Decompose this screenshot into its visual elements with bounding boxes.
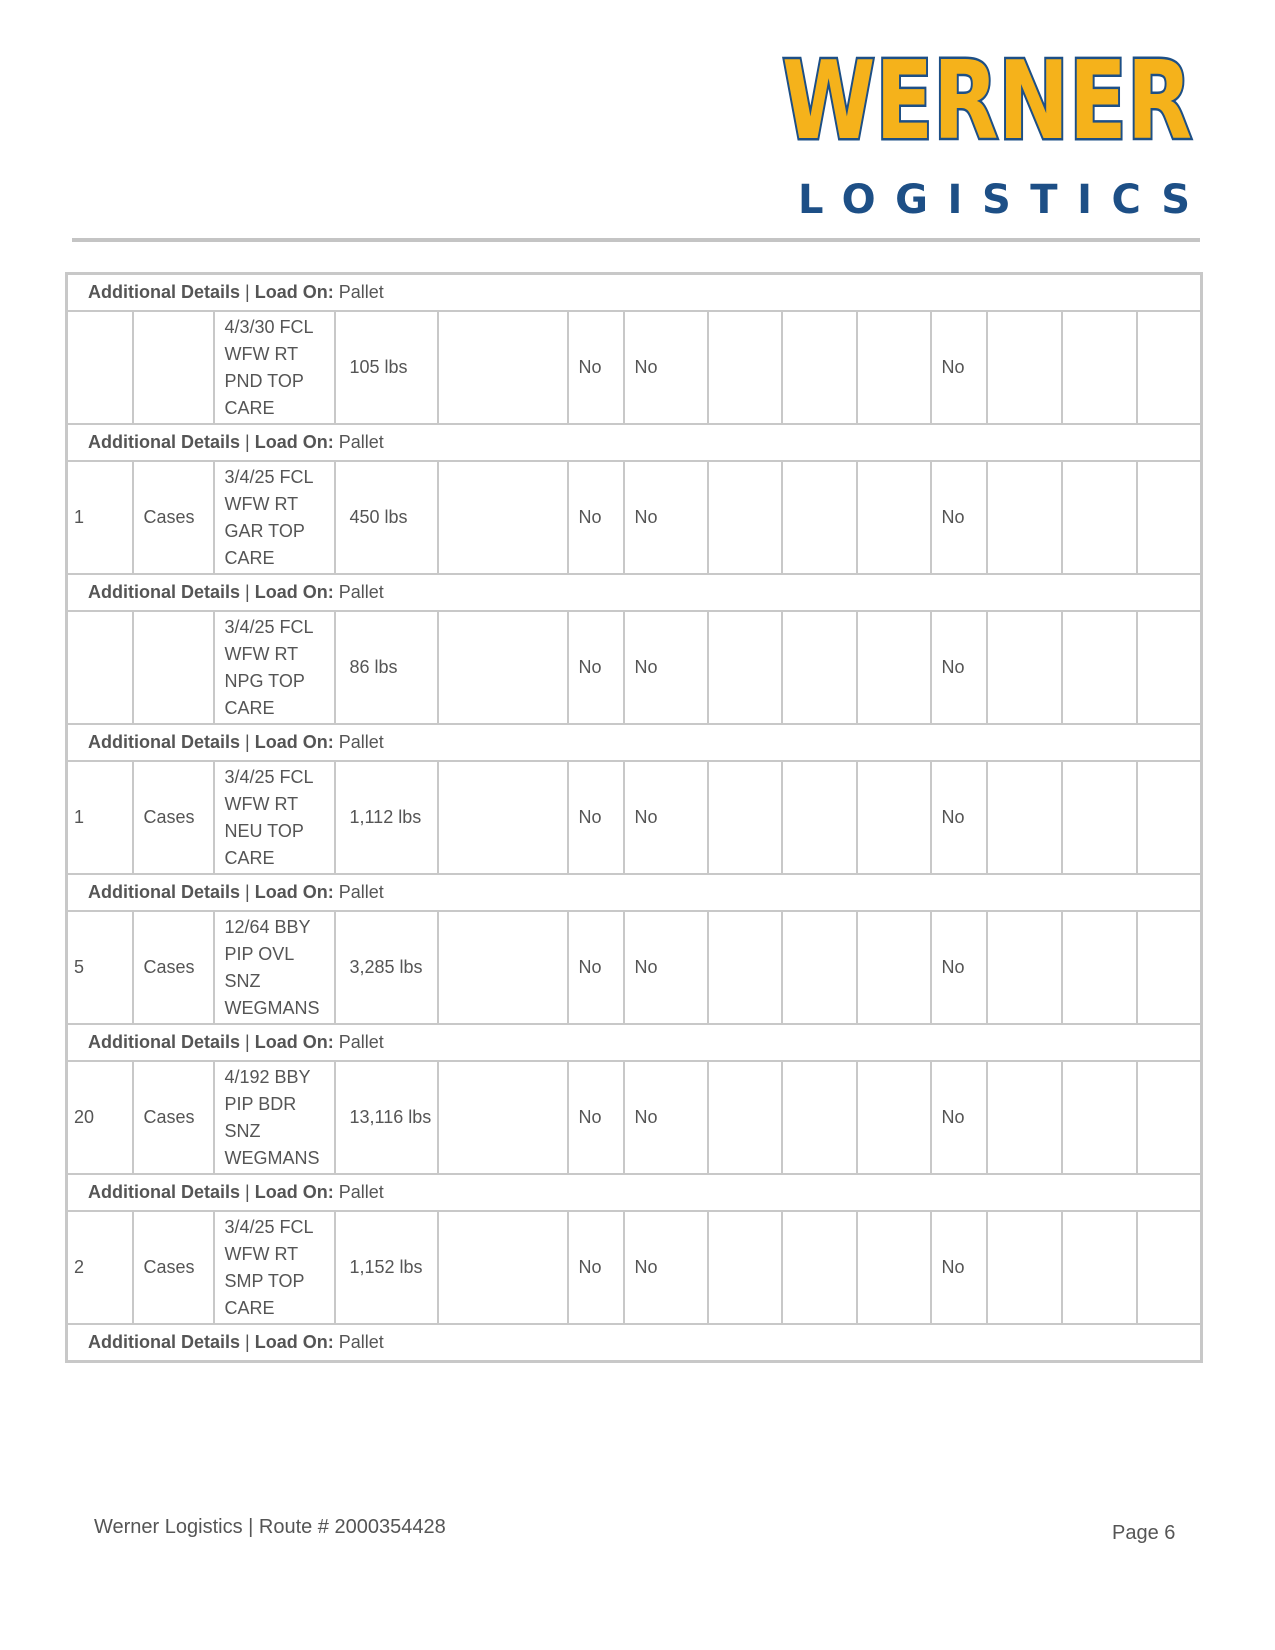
empty-cell [1062, 1061, 1137, 1174]
description-line: NPG TOP [224, 670, 305, 691]
item-flag-c: No [931, 1061, 987, 1174]
empty-cell [708, 311, 782, 424]
load-on-value: Pallet [338, 1332, 384, 1352]
item-unit [133, 311, 214, 424]
empty-cell [782, 611, 857, 724]
description-line: 4/3/30 FCL [224, 316, 314, 337]
item-quantity: 2 [67, 1211, 133, 1324]
item-row [67, 1061, 1202, 1174]
empty-cell [987, 1061, 1062, 1174]
item-row [67, 1211, 1202, 1324]
item-weight-value: 3,285 lbs [349, 957, 423, 977]
description-line: CARE [224, 697, 275, 718]
item-flag-a: No [568, 311, 624, 424]
additional-details-cell [67, 1024, 1202, 1061]
item-row [67, 461, 1202, 574]
details-separator: | [245, 1032, 250, 1052]
item-quantity: 1 [67, 761, 133, 874]
load-on-label: Load On: [254, 1182, 334, 1202]
empty-cell [857, 461, 931, 574]
empty-cell [438, 911, 568, 1024]
description-line: CARE [224, 847, 275, 868]
empty-cell [1062, 461, 1137, 574]
empty-cell [1137, 761, 1202, 874]
item-flag-c: No [931, 911, 987, 1024]
empty-cell [1137, 1211, 1202, 1324]
item-weight-value: 1,112 lbs [349, 807, 422, 827]
empty-cell [782, 1061, 857, 1174]
item-quantity [67, 311, 133, 424]
item-unit [133, 611, 214, 724]
item-flag-a: No [568, 611, 624, 724]
empty-cell [1137, 311, 1202, 424]
description-line: WEGMANS [224, 997, 320, 1018]
additional-details-label: Additional Details [88, 882, 241, 902]
empty-cell [987, 611, 1062, 724]
item-flag-b: No [624, 761, 708, 874]
empty-cell [1062, 1211, 1137, 1324]
item-weight-value: 86 lbs [349, 657, 398, 677]
empty-cell [782, 461, 857, 574]
description-line: 3/4/25 FCL [224, 616, 314, 637]
details-separator: | [245, 582, 250, 602]
load-on-label: Load On: [254, 1032, 334, 1052]
item-description [214, 761, 335, 874]
load-on-value: Pallet [338, 882, 384, 902]
empty-cell [987, 311, 1062, 424]
description-line: PND TOP [224, 370, 304, 391]
additional-details-row [67, 1024, 1202, 1061]
logo-word: WERNER [782, 39, 1192, 164]
item-flag-c: No [931, 761, 987, 874]
empty-cell [782, 311, 857, 424]
additional-details-row [67, 874, 1202, 911]
additional-details-label: Additional Details [88, 582, 241, 602]
description-line: PIP OVL [224, 943, 295, 964]
logo-sub: LOGISTICS [798, 177, 1190, 223]
load-on-label: Load On: [254, 1332, 334, 1352]
empty-cell [1137, 911, 1202, 1024]
additional-details-label: Additional Details [88, 432, 241, 452]
description-line: 3/4/25 FCL [224, 766, 314, 787]
item-quantity: 20 [67, 1061, 133, 1174]
item-flag-a: No [568, 911, 624, 1024]
empty-cell [987, 1211, 1062, 1324]
item-flag-c: No [931, 1211, 987, 1324]
item-weight-value: 13,116 lbs [349, 1107, 432, 1127]
empty-cell [1062, 911, 1137, 1024]
details-separator: | [245, 882, 250, 902]
item-flag-b: No [624, 1061, 708, 1174]
item-unit: Cases [133, 1211, 214, 1324]
item-weight-value: 450 lbs [349, 507, 408, 527]
empty-cell [1062, 611, 1137, 724]
additional-details-label: Additional Details [88, 1332, 241, 1352]
empty-cell [782, 911, 857, 1024]
item-weight [335, 1211, 438, 1324]
description-line: WFW RT [224, 1243, 299, 1264]
item-description [214, 1211, 335, 1324]
empty-cell [438, 461, 568, 574]
additional-details-row [67, 424, 1202, 461]
footer-page-number: Page 6 [1112, 1522, 1176, 1544]
description-line: WFW RT [224, 793, 299, 814]
empty-cell [438, 1061, 568, 1174]
empty-cell [857, 1211, 931, 1324]
item-flag-a: No [568, 461, 624, 574]
empty-cell [438, 1211, 568, 1324]
item-weight [335, 761, 438, 874]
item-weight [335, 611, 438, 724]
load-on-label: Load On: [254, 432, 334, 452]
additional-details-row [67, 724, 1202, 761]
empty-cell [708, 1061, 782, 1174]
item-flag-c: No [931, 311, 987, 424]
item-description [214, 911, 335, 1024]
additional-details-cell [67, 874, 1202, 911]
additional-details-row [67, 574, 1202, 611]
header-divider [72, 238, 1200, 242]
empty-cell [708, 461, 782, 574]
description-line: 3/4/25 FCL [224, 1216, 314, 1237]
item-description [214, 1061, 335, 1174]
description-line: PIP BDR [224, 1093, 297, 1114]
description-line: WFW RT [224, 493, 299, 514]
item-unit: Cases [133, 761, 214, 874]
description-line: WFW RT [224, 343, 299, 364]
empty-cell [708, 1211, 782, 1324]
load-on-label: Load On: [254, 732, 334, 752]
additional-details-row [67, 1324, 1202, 1362]
empty-cell [987, 911, 1062, 1024]
description-line: 12/64 BBY [224, 916, 311, 937]
item-flag-a: No [568, 761, 624, 874]
empty-cell [987, 761, 1062, 874]
items-table-body [67, 274, 1202, 1362]
description-line: SMP TOP [224, 1270, 305, 1291]
load-on-value: Pallet [338, 732, 384, 752]
item-quantity: 5 [67, 911, 133, 1024]
additional-details-label: Additional Details [88, 732, 241, 752]
description-line: WEGMANS [224, 1147, 320, 1168]
item-row [67, 611, 1202, 724]
item-flag-b: No [624, 611, 708, 724]
additional-details-label: Additional Details [88, 282, 241, 302]
werner-logistics-logo [778, 38, 1198, 223]
description-line: CARE [224, 397, 275, 418]
logo-subtitle [798, 173, 1198, 223]
load-on-value: Pallet [338, 432, 384, 452]
item-weight [335, 461, 438, 574]
footer-route: Werner Logistics | Route # 2000354428 [94, 1516, 446, 1538]
item-weight-value: 1,152 lbs [349, 1257, 423, 1277]
empty-cell [1137, 611, 1202, 724]
item-weight-value: 105 lbs [349, 357, 408, 377]
item-weight [335, 311, 438, 424]
item-description [214, 311, 335, 424]
additional-details-cell [67, 724, 1202, 761]
empty-cell [708, 611, 782, 724]
description-line: GAR TOP [224, 520, 305, 541]
empty-cell [857, 611, 931, 724]
empty-cell [1062, 761, 1137, 874]
load-on-value: Pallet [338, 1032, 384, 1052]
additional-details-label: Additional Details [88, 1182, 241, 1202]
empty-cell [1137, 461, 1202, 574]
empty-cell [857, 911, 931, 1024]
load-on-label: Load On: [254, 582, 334, 602]
empty-cell [708, 911, 782, 1024]
item-unit: Cases [133, 461, 214, 574]
items-table [65, 272, 1203, 1363]
item-description [214, 461, 335, 574]
item-flag-a: No [568, 1061, 624, 1174]
empty-cell [857, 761, 931, 874]
item-flag-b: No [624, 311, 708, 424]
item-flag-b: No [624, 911, 708, 1024]
item-weight [335, 1061, 438, 1174]
additional-details-cell [67, 1324, 1202, 1362]
description-line: SNZ [224, 1120, 261, 1141]
details-separator: | [245, 1182, 250, 1202]
item-flag-a: No [568, 1211, 624, 1324]
description-line: 4/192 BBY [224, 1066, 311, 1087]
item-quantity [67, 611, 133, 724]
item-flag-b: No [624, 461, 708, 574]
item-row [67, 911, 1202, 1024]
description-line: CARE [224, 547, 275, 568]
item-row [67, 761, 1202, 874]
item-flag-b: No [624, 1211, 708, 1324]
empty-cell [438, 611, 568, 724]
empty-cell [857, 1061, 931, 1174]
additional-details-cell [67, 274, 1202, 312]
details-separator: | [245, 432, 250, 452]
empty-cell [857, 311, 931, 424]
load-on-label: Load On: [254, 882, 334, 902]
details-separator: | [245, 732, 250, 752]
item-quantity: 1 [67, 461, 133, 574]
item-weight [335, 911, 438, 1024]
description-line: SNZ [224, 970, 261, 991]
description-line: 3/4/25 FCL [224, 466, 314, 487]
item-row [67, 311, 1202, 424]
item-unit: Cases [133, 911, 214, 1024]
additional-details-cell [67, 424, 1202, 461]
empty-cell [1137, 1061, 1202, 1174]
empty-cell [708, 761, 782, 874]
empty-cell [1062, 311, 1137, 424]
load-on-value: Pallet [338, 582, 384, 602]
item-flag-c: No [931, 611, 987, 724]
load-on-value: Pallet [338, 282, 384, 302]
description-line: WFW RT [224, 643, 299, 664]
logo-wordmark [778, 38, 1198, 164]
description-line: NEU TOP [224, 820, 304, 841]
load-on-value: Pallet [338, 1182, 384, 1202]
item-description [214, 611, 335, 724]
details-separator: | [245, 1332, 250, 1352]
additional-details-label: Additional Details [88, 1032, 241, 1052]
additional-details-row [67, 274, 1202, 312]
empty-cell [782, 1211, 857, 1324]
empty-cell [782, 761, 857, 874]
item-unit: Cases [133, 1061, 214, 1174]
empty-cell [438, 761, 568, 874]
load-on-label: Load On: [254, 282, 334, 302]
details-separator: | [245, 282, 250, 302]
empty-cell [987, 461, 1062, 574]
additional-details-cell [67, 1174, 1202, 1211]
empty-cell [438, 311, 568, 424]
additional-details-cell [67, 574, 1202, 611]
item-flag-c: No [931, 461, 987, 574]
description-line: CARE [224, 1297, 275, 1318]
additional-details-row [67, 1174, 1202, 1211]
